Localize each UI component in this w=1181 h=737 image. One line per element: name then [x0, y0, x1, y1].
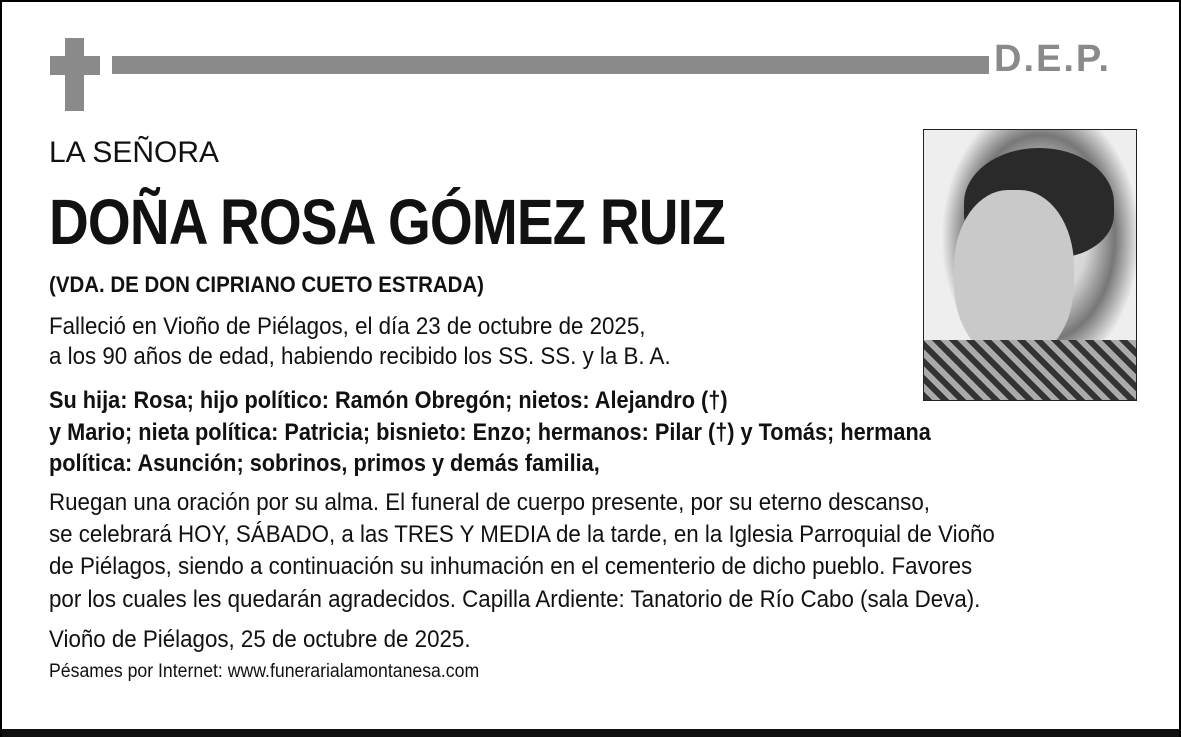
condolences-link[interactable]: Pésames por Internet: www.funerarialamontanesa.com [49, 661, 480, 682]
death-info-line: a los 90 años de edad, habiendo recibido los SS. SS. y la B. A. [49, 343, 671, 370]
header-rule [112, 56, 989, 74]
funeral-line: de Piélagos, siendo a continuación su inhumación en el cementerio de dicho pueblo. Favores [49, 553, 973, 580]
photo-face [954, 190, 1074, 360]
funeral-line: por los cuales les quedarán agradecidos. Capilla Ardiente: Tanatorio de Río Cabo (sala Deva). [49, 586, 981, 613]
place-date: Vioño de Piélagos, 25 de octubre de 2025. [49, 626, 471, 653]
funeral-line: se celebrará HOY, SÁBADO, a las TRES Y MEDIA de la tarde, en la Iglesia Parroquial de Vioño [49, 521, 995, 548]
cross-icon-bar [50, 56, 100, 75]
widow-of: (VDA. DE DON CIPRIANO CUETO ESTRADA) [49, 272, 484, 297]
deceased-name: DOÑA ROSA GÓMEZ RUIZ [49, 186, 725, 258]
bottom-border [2, 729, 1179, 737]
family-line: política: Asunción; sobrinos, primos y demás familia, [49, 450, 600, 477]
photo-clothing [924, 340, 1136, 400]
family-line: y Mario; nieta política: Patricia; bisnieto: Enzo; hermanos: Pilar (†) y Tomás; hermana [49, 419, 931, 446]
death-info-line: Falleció en Vioño de Piélagos, el día 23 de octubre de 2025, [49, 313, 646, 340]
dep-label: D.E.P. [994, 38, 1111, 80]
portrait-photo [923, 129, 1137, 401]
family-line: Su hija: Rosa; hijo político: Ramón Obregón; nietos: Alejandro (†) [49, 387, 728, 414]
intro-label: LA SEÑORA [49, 136, 220, 169]
funeral-line: Ruegan una oración por su alma. El funeral de cuerpo presente, por su eterno descanso, [49, 489, 930, 516]
